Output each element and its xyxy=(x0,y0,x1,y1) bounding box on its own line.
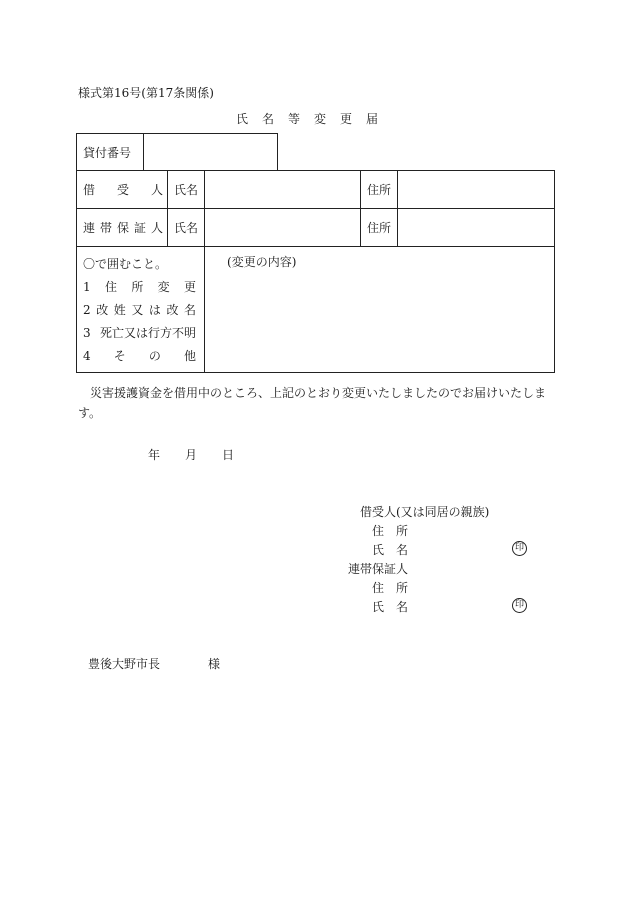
guarantor-address-label: 住 所 xyxy=(361,209,398,247)
guarantor-label: 連 帯 保 証 人 xyxy=(77,209,168,247)
guarantor-signature-address: 住 所 xyxy=(372,581,409,595)
option-death-missing[interactable]: 3 死亡又は行方不明 xyxy=(83,326,197,340)
borrower-signature-name: 氏 名 xyxy=(372,543,409,557)
borrower-name-field[interactable] xyxy=(205,171,361,209)
change-content-field[interactable] xyxy=(205,247,555,373)
option-name-change[interactable]: 2 改 姓 又 は 改 名 xyxy=(83,303,197,317)
borrower-address-field[interactable] xyxy=(398,171,555,209)
circle-instruction: 〇で囲むこと。 xyxy=(83,257,168,271)
borrower-signature-header: 借受人(又は同居の親族) xyxy=(360,505,490,519)
guarantor-name-label: 氏 名 xyxy=(168,209,205,247)
main-form-table xyxy=(76,170,555,373)
loan-number-table xyxy=(76,133,278,171)
borrower-row xyxy=(77,171,555,209)
addressee: 豊後大野市長 様 xyxy=(88,657,221,671)
form-number: 様式第16号(第17条関係) xyxy=(78,86,214,100)
guarantor-name-field[interactable] xyxy=(205,209,361,247)
guarantor-row xyxy=(77,209,555,247)
borrower-label: 借 受 人 xyxy=(77,171,168,209)
document-title: 氏 名 等 変 更 届 xyxy=(236,112,379,126)
option-address-change[interactable]: 1 住 所 変 更 xyxy=(83,280,197,294)
guarantor-seal-icon: 印 xyxy=(512,598,527,613)
date-line: 年 月 日 xyxy=(148,448,235,462)
guarantor-address-field[interactable] xyxy=(398,209,555,247)
loan-number-field[interactable] xyxy=(144,134,278,171)
loan-number-label: 貸付番号 xyxy=(77,134,144,171)
notification-text: 災害援護資金を借用中のところ、上記のとおり変更いたしましたのでお届けいたします。 xyxy=(78,386,547,420)
change-content-label: (変更の内容) xyxy=(227,255,297,269)
borrower-name-label: 氏 名 xyxy=(168,171,205,209)
change-type-options xyxy=(77,247,205,373)
borrower-signature-address: 住 所 xyxy=(372,524,409,538)
borrower-address-label: 住 所 xyxy=(361,171,398,209)
change-type-row xyxy=(77,247,555,373)
option-other[interactable]: 4 そ の 他 xyxy=(83,349,197,363)
borrower-seal-icon: 印 xyxy=(512,541,527,556)
guarantor-signature-name: 氏 名 xyxy=(372,600,409,614)
guarantor-signature-header: 連帯保証人 xyxy=(348,562,409,576)
